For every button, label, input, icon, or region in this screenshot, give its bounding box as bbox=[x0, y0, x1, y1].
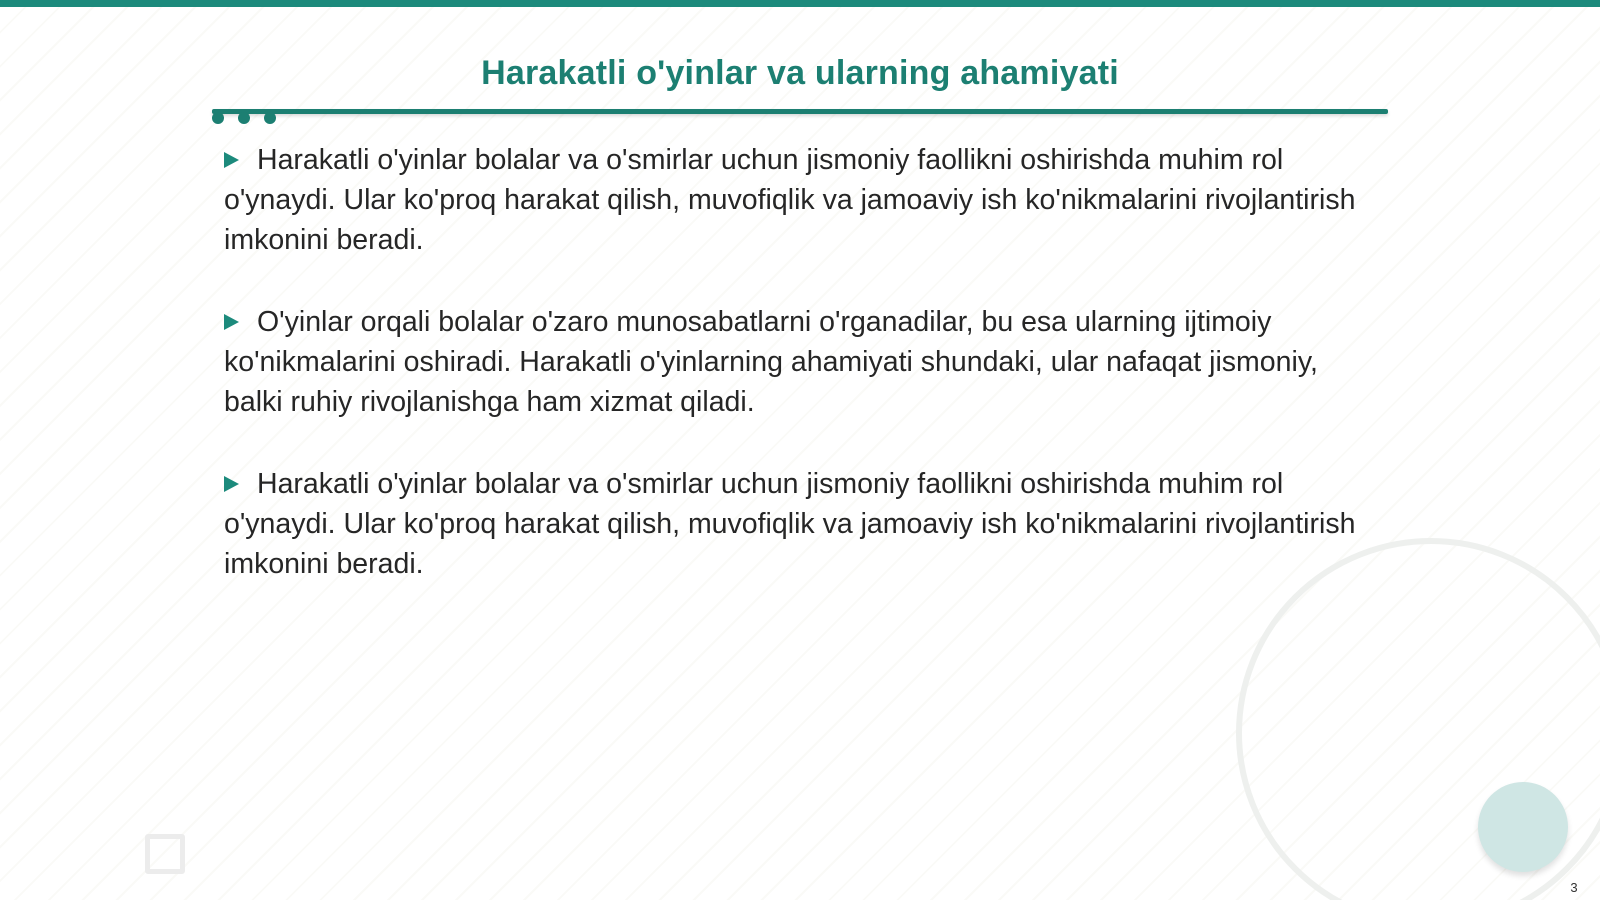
triangle-right-icon bbox=[224, 314, 239, 330]
triangle-right-icon bbox=[224, 476, 239, 492]
decorative-dot bbox=[238, 112, 250, 124]
decorative-dot bbox=[264, 112, 276, 124]
decorative-dot bbox=[212, 112, 224, 124]
bullet-item bbox=[224, 302, 1384, 422]
bullet-item bbox=[224, 464, 1384, 584]
decorative-square bbox=[145, 834, 185, 874]
bullet-text: O'yinlar orqali bolalar o'zaro munosabatlarni o'rganadilar, bu esa ularning ijtimoiy ko'nikmalarini oshiradi. Harakatli o'yinlarning ahamiyati shundaki, ular nafaqat jismoniy, balki ruhiy rivojlanishga ham xizmat qiladi. bbox=[224, 306, 1318, 418]
top-accent-bar bbox=[0, 0, 1600, 7]
bullet-text: Harakatli o'yinlar bolalar va o'smirlar uchun jismoniy faollikni oshirishda muhim rol o'ynaydi. Ular ko'proq harakat qilish, muvofiqlik va jamoaviy ish ko'nikmalarini rivojlantirish imkonini beradi. bbox=[224, 144, 1356, 256]
decorative-circle bbox=[1478, 782, 1568, 872]
bullet-text: Harakatli o'yinlar bolalar va o'smirlar uchun jismoniy faollikni oshirishda muhim rol o'ynaydi. Ular ko'proq harakat qilish, muvofiqlik va jamoaviy ish ko'nikmalarini rivojlantirish imkonini beradi. bbox=[224, 468, 1356, 580]
title-underline bbox=[212, 109, 1388, 114]
bullet-item bbox=[224, 140, 1384, 260]
bullet-list bbox=[224, 140, 1384, 626]
slide-title: Harakatli o'yinlar va ularning ahamiyati bbox=[481, 54, 1119, 92]
page-number: 3 bbox=[1570, 880, 1578, 895]
triangle-right-icon bbox=[224, 152, 239, 168]
